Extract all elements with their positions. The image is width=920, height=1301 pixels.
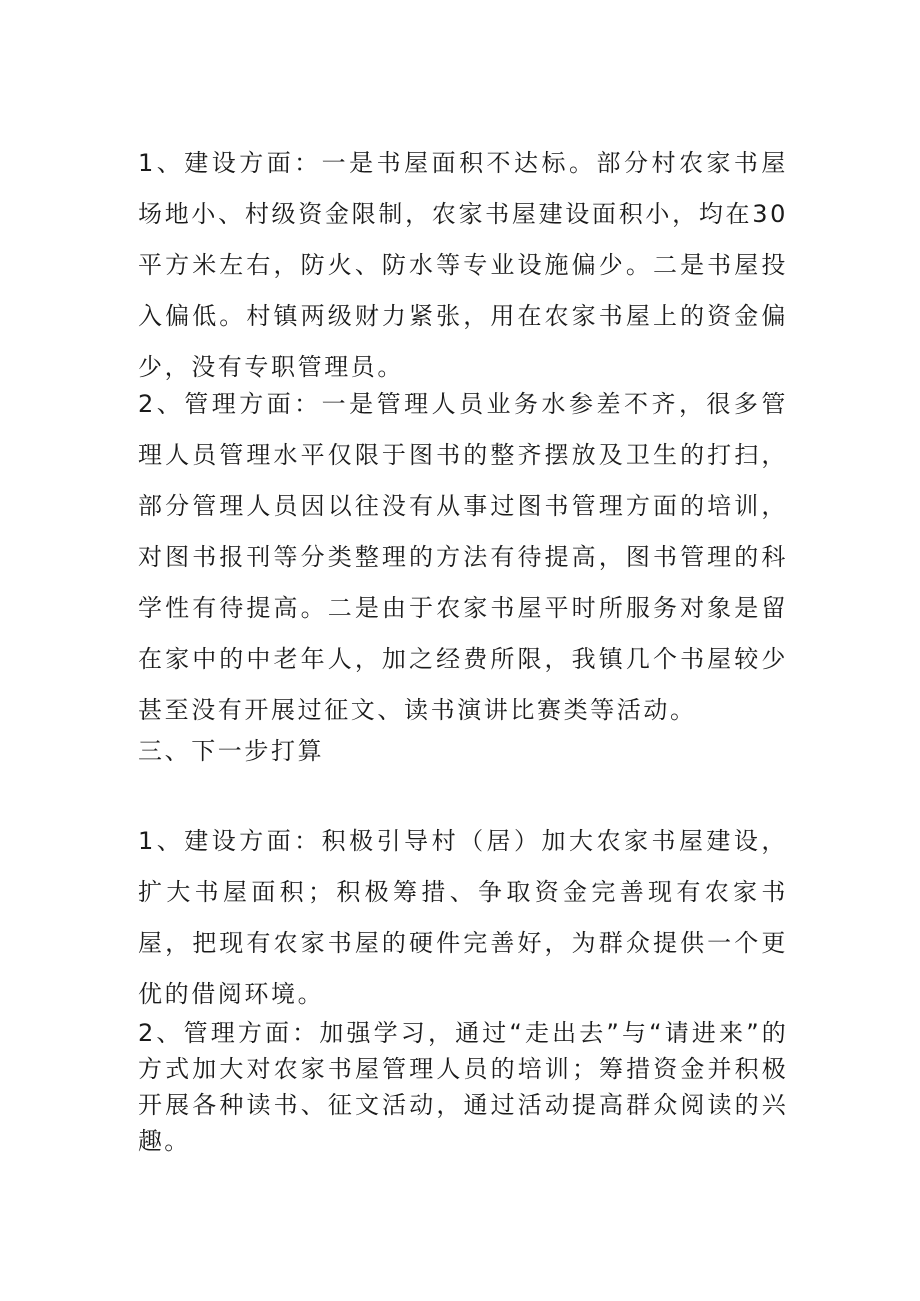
paragraph-construction-plan: 1、建设方面：积极引导村（居）加大农家书屋建设，扩大书屋面积；积极筹措、争取资金完善现有农家书屋，把现有农家书屋的硬件完善好，为群众提供一个更优的借阅环境。 bbox=[138, 827, 788, 1008]
paragraph-management-problems: 2、管理方面：一是管理人员业务水参差不齐，很多管理人员管理水平仅限于图书的整齐摆放及卫生的打扫，部分管理人员因以往没有从事过图书管理方面的培训，对图书报刊等分类整理的方法有待提高，图书管理的科学性有待提高。二是由于农家书屋平时所服务对象是留在家中的中老年人，加之经费所限，我镇几个书屋较少甚至没有开展过征文、读书演讲比赛类等活动。 bbox=[138, 390, 788, 724]
section-heading-next-steps: 三、下一步打算 bbox=[138, 737, 325, 765]
paragraph-construction-problems: 1、建设方面：一是书屋面积不达标。部分村农家书屋场地小、村级资金限制，农家书屋建设面积小，均在30平方米左右，防火、防水等专业设施偏少。二是书屋投入偏低。村镇两级财力紧张，用在农家书屋上的资金偏少，没有专职管理员。 bbox=[138, 149, 788, 381]
paragraph-management-plan: 2、管理方面：加强学习，通过“走出去”与“请进来”的方式加大对农家书屋管理人员的培训；筹措资金并积极开展各种读书、征文活动，通过活动提高群众阅读的兴趣。 bbox=[138, 1019, 788, 1155]
